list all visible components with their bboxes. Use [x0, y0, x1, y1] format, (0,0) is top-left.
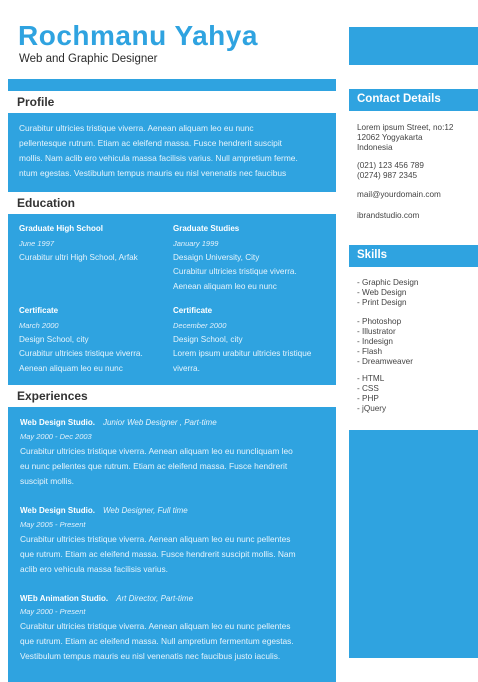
contact-phones — [357, 161, 424, 181]
experience-description — [20, 619, 325, 664]
education-heading — [8, 192, 336, 214]
experience-company: WEb Animation Studio. — [20, 594, 109, 603]
education-item-title: Certificate — [19, 306, 59, 315]
education-item-line: Design School, city — [173, 335, 243, 344]
education-item-line: Curabitur ultricies tristique viverra. — [19, 349, 143, 358]
experience-line: aclib ero vehicula massa facilisis varius. — [20, 564, 169, 574]
experience-position: Web Designer, Full time — [102, 506, 188, 515]
experience-date: May 2000 - Dec 2003 — [20, 432, 92, 441]
profile-heading — [8, 91, 336, 113]
phone-line: (021) 123 456 789 — [357, 161, 424, 170]
skill-item: - Flash — [357, 347, 383, 356]
profile-title: Profile — [17, 95, 55, 109]
education-item-date: June 1997 — [19, 239, 55, 248]
education-item-title: Certificate — [173, 306, 213, 315]
experience-date: May 2000 - Present — [20, 607, 86, 616]
education-item-line: Curabitur ultri High School, Arfak — [19, 253, 138, 262]
experience-company: Web Design Studio. — [20, 418, 95, 427]
profile-line: Curabitur ultricies tristique viverra. Aenean aliquam leo eu nunc — [19, 123, 254, 133]
skill-item: - CSS — [357, 384, 379, 393]
skills-group — [357, 317, 413, 367]
education-item-line: Desaign University, City — [173, 253, 260, 262]
education-item-line: viverra. — [173, 364, 200, 373]
skills-heading — [349, 245, 478, 267]
education-title: Education — [17, 196, 76, 210]
experience-item-title — [20, 506, 188, 515]
skill-item: - Print Design — [357, 298, 407, 307]
education-item-date: December 2000 — [173, 321, 227, 330]
experience-position: Junior Web Designer , Part-time — [102, 418, 217, 427]
experience-item-title — [20, 418, 217, 427]
profile-text — [19, 121, 324, 181]
address-line: 12062 Yogyakarta — [357, 133, 423, 142]
education-item-date: March 2000 — [19, 321, 59, 330]
education-item-line: Design School, city — [19, 335, 89, 344]
skill-item: - PHP — [357, 394, 379, 403]
experience-line: Vestibulum tempus mauris eu nisl venenatis nec faucibus justo iaculis. — [20, 651, 281, 661]
profile-line: mollis. Nam aclib ero vehicula massa facilisis varius. Null ampretium ferme. — [19, 153, 298, 163]
contact-heading — [349, 89, 478, 111]
skills-group — [357, 374, 386, 414]
experience-description — [20, 444, 325, 489]
experience-date: May 2005 - Present — [20, 520, 86, 529]
education-item-date: January 1999 — [173, 239, 219, 248]
education-item-line: Aenean aliquam leo eu nunc — [173, 282, 277, 291]
skill-item: - Photoshop — [357, 317, 402, 326]
profile-line: ntum egestas. Vestibulum tempus mauris eu nisl venenatis nec faucibus — [19, 168, 287, 178]
contact-email[interactable]: mail@yourdomain.com — [357, 190, 441, 199]
skill-item: - Indesign — [357, 337, 393, 346]
address-line: Indonesia — [357, 143, 393, 152]
experience-line: Curabitur ultricies tristique viverra. Aenean aliquam leo eu nuncliquam leo — [20, 446, 293, 456]
experiences-title: Experiences — [17, 389, 88, 403]
sidebar-bottom-block — [349, 430, 478, 658]
experience-line: Curabitur ultricies tristique viverra. Aenean aliquam leo eu nunc pellentes — [20, 621, 291, 631]
skill-item: - Dreamweaver — [357, 357, 413, 366]
skills-group — [357, 278, 418, 308]
experience-line: que rutrum. Etiam ac eleifend massa. Null ampretium fermentum egestas. — [20, 636, 294, 646]
education-item-line: Curabitur ultricies tristique viverra. — [173, 267, 297, 276]
sidebar-top-block — [349, 27, 478, 65]
experience-line: eu nunc pellentes que rutrum. Etiam ac eleifend massa. Fusce hendrerit — [20, 461, 288, 471]
education-item-line: Lorem ipsum urabitur ultricies tristique — [173, 349, 312, 358]
left-margin — [0, 79, 8, 682]
person-name: Rochmanu Yahya — [18, 20, 258, 51]
phone-line: (0274) 987 2345 — [357, 171, 418, 180]
skill-item: - Illustrator — [357, 327, 396, 336]
person-role: Web and Graphic Designer — [19, 53, 158, 65]
education-item-line: Aenean aliquam leo eu nunc — [19, 364, 123, 373]
experience-description — [20, 532, 325, 577]
contact-address — [357, 123, 453, 153]
experiences-heading — [8, 385, 336, 407]
profile-line: pellentesque rutrum. Etiam ac eleifend massa. Fusce hendrerit suscipit — [19, 138, 283, 148]
experience-line: suscipit mollis. — [20, 476, 74, 486]
skills-title: Skills — [357, 249, 388, 261]
skill-item: - Web Design — [357, 288, 407, 297]
header — [0, 0, 336, 79]
education-item-title: Graduate High School — [19, 224, 104, 233]
skill-item: - HTML — [357, 374, 385, 383]
education-item-title: Graduate Studies — [173, 224, 240, 233]
experience-line: Curabitur ultricies tristique viverra. Aenean aliquam leo eu nunc pellentes — [20, 534, 291, 544]
address-line: Lorem ipsum Street, no:12 — [357, 123, 454, 132]
skill-item: - Graphic Design — [357, 278, 419, 287]
contact-website[interactable]: ibrandstudio.com — [357, 211, 420, 220]
skill-item: - jQuery — [357, 404, 387, 413]
contact-title: Contact Details — [357, 93, 441, 105]
experience-company: Web Design Studio. — [20, 506, 95, 515]
experience-line: que rutrum. Etiam ac eleifend massa. Fusce hendrerit suscipit mollis. Nam — [20, 549, 296, 559]
experience-position: Art Director, Part-time — [116, 594, 194, 603]
experience-item-title — [20, 594, 193, 603]
